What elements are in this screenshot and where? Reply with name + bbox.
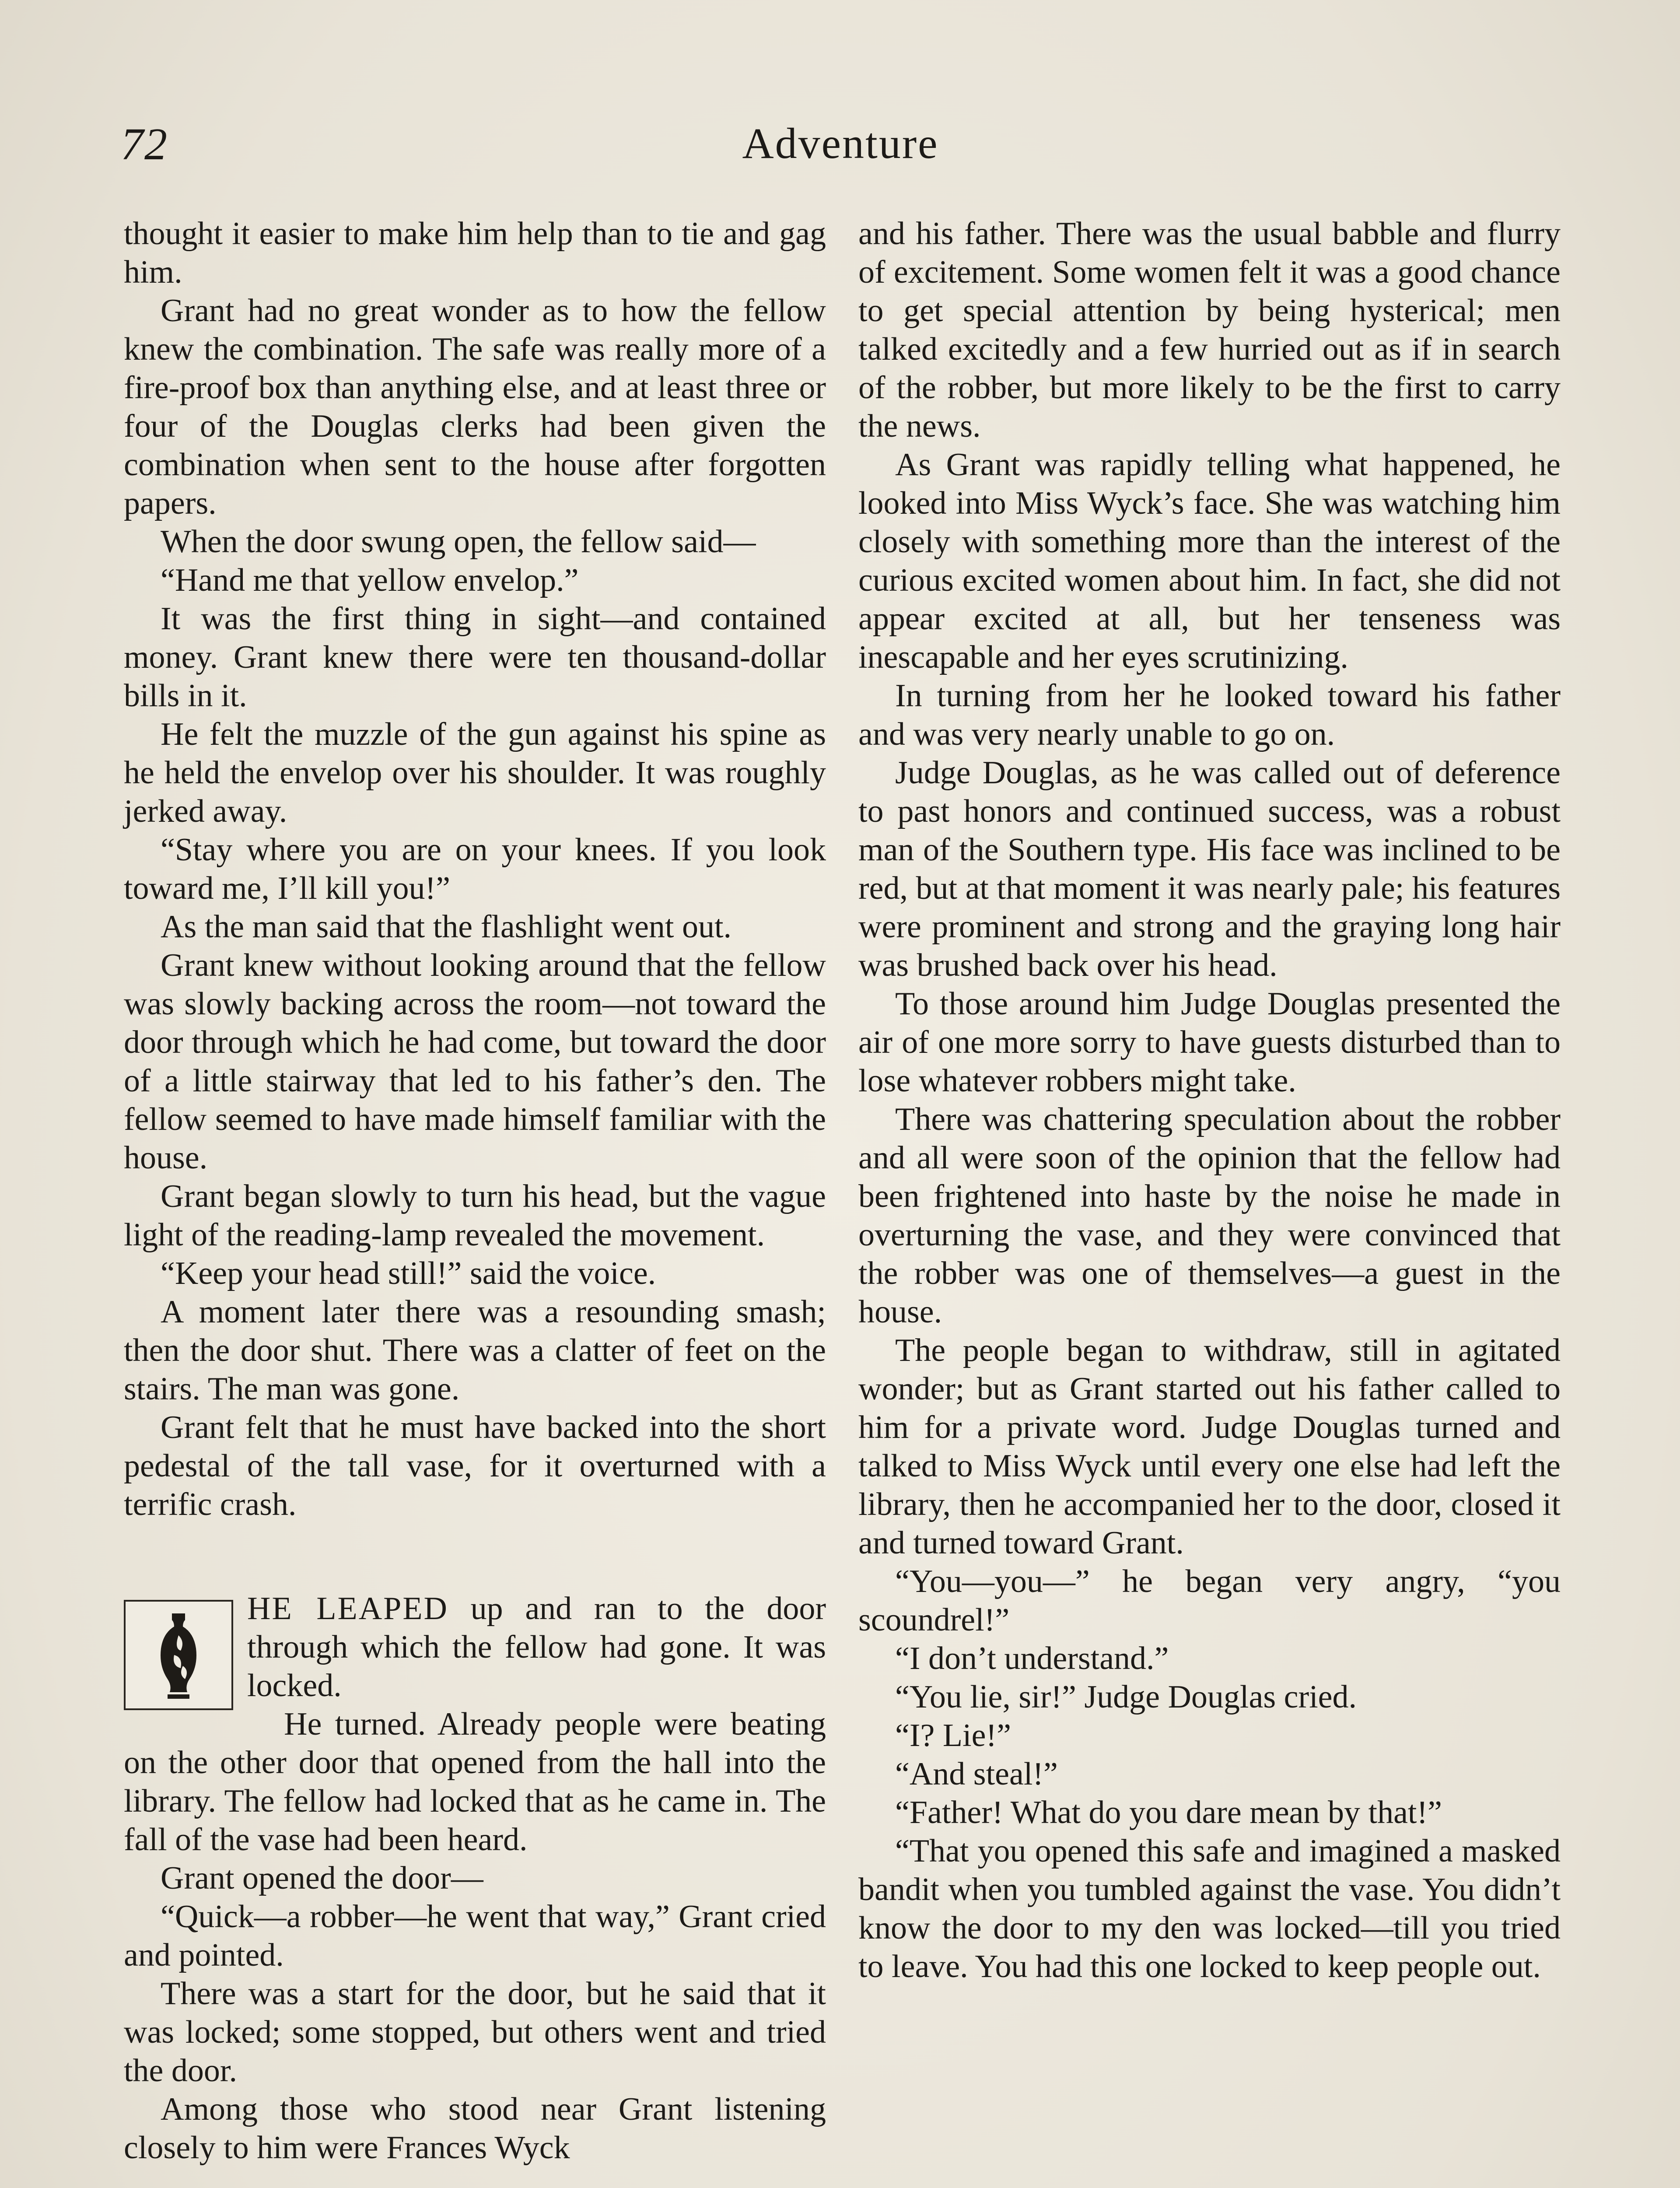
page-header (121, 118, 1560, 184)
paragraph: The people began to withdraw, still in agitated wonder; but as Grant started out his father called to him for a private word. Judge Douglas turned and talked to Miss Wyck until every one else had left the library, then he accompanied her to the door, closed it and turned toward Grant. (858, 1332, 1561, 1561)
paragraph: Grant began slowly to turn his head, but the vague light of the reading-lamp revealed the movement. (124, 1178, 826, 1253)
paragraph: “Keep your head still!” said the voice. (161, 1255, 656, 1291)
paragraph: Grant knew without looking around that the fellow was slowly backing across the room—not toward the door through which he had come, but toward the door of a little stairway that led to his father’s den. The fellow seemed to have made himself familiar with the house. (124, 947, 826, 1176)
paragraph: “Hand me that yellow envelop.” (161, 562, 579, 598)
paragraph: Among those who stood near Grant listening closely to him were Frances Wyck (124, 2091, 826, 2166)
paragraph: Grant had no great wonder as to how the fellow knew the combination. The safe was really more of a fire-proof box than anything else, and at least three or four of the Douglas clerks had been given the combination when sent to the house after forgotten papers. (124, 293, 826, 521)
page-number: 72 (121, 119, 168, 169)
paragraph: When the door swung open, the fellow said— (161, 524, 756, 560)
paragraph: To those around him Judge Douglas presented the air of one more sorry to have guests disturbed than to lose whatever robbers might take. (858, 986, 1561, 1099)
paragraph: Judge Douglas, as he was called out of deference to past honors and continued success, was a robust man of the Southern type. His face was inclined to be red, but at that moment it was nearly pale; his features were prominent and strong and the graying long hair was brushed back over his head. (858, 755, 1561, 983)
paragraph: He felt the muzzle of the gun against his spine as he held the envelop over his shoulder. It was roughly jerked away. (124, 716, 826, 829)
paragraph: It was the first thing in sight—and contained money. Grant knew there were ten thousand-dollar bills in it. (124, 601, 826, 714)
left-column (124, 214, 826, 2167)
paragraph: “Stay where you are on your knees. If you look toward me, I’ll kill you!” (124, 832, 826, 906)
paragraph: “That you opened this safe and imagined a masked bandit when you tumbled against the vase. You didn’t know the door to my den was locked—till you tried to leave. You had this one locked to keep people out. (858, 1833, 1561, 1985)
paragraph: As Grant was rapidly telling what happened, he looked into Miss Wyck’s face. She was watching him closely with something more than the interest of the curious excited women about him. In fact, she did not appear excited at all, but her tenseness was inescapable and her eyes scrutinizing. (858, 447, 1561, 675)
section-break (124, 1524, 826, 1589)
paragraph: and his father. There was the usual babble and flurry of excitement. Some women felt it was a good chance to get special attention by being hysterical; men talked excitedly and a few hurried out as if in search of the robber, but more likely to be the first to carry the news. (858, 216, 1561, 444)
right-column (858, 214, 1561, 1986)
paragraph: “I? Lie!” (895, 1718, 1011, 1753)
paragraph: Grant felt that he must have backed into the short pedestal of the tall vase, for it overturned with a terrific crash. (124, 1410, 826, 1522)
vase-ornament-icon (124, 1600, 233, 1710)
paragraph: There was a start for the door, but he said that it was locked; some stopped, but others went and tried the door. (124, 1976, 826, 2089)
paragraph: He turned. Already people were beating on the other door that opened from the hall into the library. The fellow had locked that as he came in. The fall of the vase had been heard. (124, 1706, 826, 1858)
running-title: Adventure (742, 119, 939, 168)
paragraph: Grant opened the door— (161, 1860, 483, 1896)
paragraph: In turning from her he looked toward his father and was very nearly unable to go on. (858, 678, 1561, 752)
section-opening (124, 1589, 826, 1705)
paragraph: “Father! What do you dare mean by that!” (895, 1795, 1442, 1830)
section-first-text: up and ran to the door through which the fellow had gone. It was locked. (247, 1591, 826, 1704)
paragraph: There was chattering speculation about the robber and all were soon of the opinion that the fellow had been frightened into haste by the noise he made in overturning the vase, and they were convinced that the robber was one of themselves—a guest in the house. (858, 1101, 1561, 1330)
section-lead-caps: HE LEAPED (247, 1591, 448, 1627)
paragraph: As the man said that the flashlight went out. (161, 909, 732, 945)
paragraph: thought it easier to make him help than to tie and gag him. (124, 216, 826, 290)
paragraph: “And steal!” (895, 1756, 1058, 1792)
paragraph: “You lie, sir!” Judge Douglas cried. (895, 1679, 1357, 1715)
paragraph: “You—you—” he began very angry, “you scoundrel!” (858, 1564, 1561, 1638)
paragraph: “I don’t understand.” (895, 1641, 1169, 1676)
paragraph: “Quick—a robber—he went that way,” Grant cried and pointed. (124, 1899, 826, 1973)
paragraph: A moment later there was a resounding smash; then the door shut. There was a clatter of feet on the stairs. The man was gone. (124, 1294, 826, 1407)
